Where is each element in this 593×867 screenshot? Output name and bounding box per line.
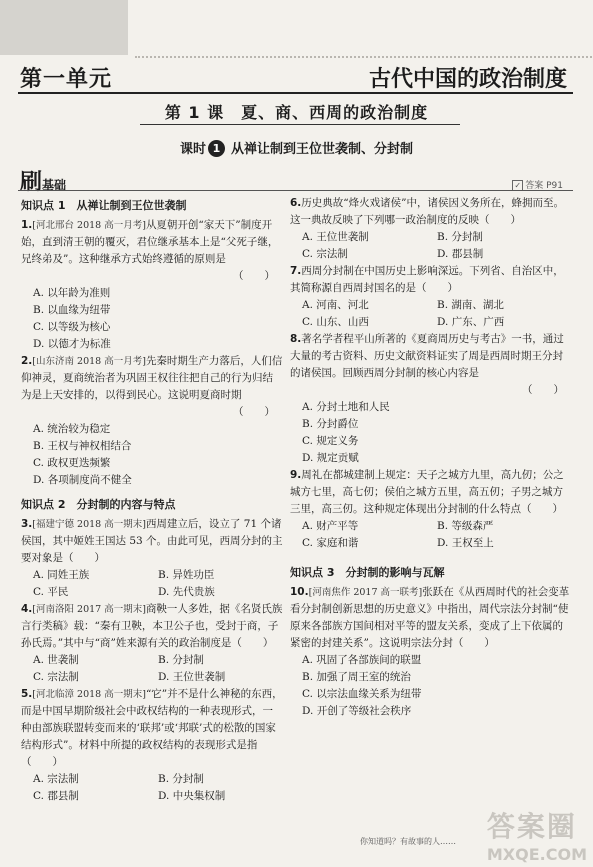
option: D. 广东、广西 [437, 316, 505, 328]
option: B. 湖南、湖北 [437, 299, 504, 311]
option: A. 以年龄为准则 [33, 287, 111, 299]
unit-title: 古代中国的政治制度 [368, 67, 567, 92]
question-9 [290, 467, 572, 552]
section-label [20, 165, 66, 196]
option: C. 平民 [33, 586, 69, 598]
question-source: [河南焦作 2017 高一联考] [308, 587, 423, 598]
lesson-title: 第 1 课 夏、商、西周的政治制度 [164, 103, 429, 122]
knowledge-point-3: 知识点 3 分封制的影响与瓦解 [290, 566, 445, 579]
option: D. 先代贵族 [158, 586, 215, 598]
question-text: 商鞅一人多姓，据《名贤氏族言行类稿》载：“秦有卫鞅，本卫公子也，受封于商，子孙氏焉。”其中与“商”姓来源有关的政治制度是 [21, 603, 283, 649]
question-number: 4. [21, 603, 33, 615]
answer-paren: （ ） [479, 214, 521, 226]
question-4 [21, 601, 283, 686]
option: B. 加强了周王室的统治 [302, 671, 411, 683]
question-number: 10. [290, 586, 309, 598]
option: D. 开创了等级社会秩序 [302, 705, 412, 717]
option-row [290, 297, 572, 314]
question-1 [21, 217, 283, 353]
question-8 [290, 331, 572, 467]
watermark-logo [487, 805, 587, 864]
option-row [21, 652, 283, 669]
question-text: 从夏朝开创“家天下”制度开始，直到清王朝的覆灭，君位继承基本上是“父死子继，兄终弟及”。这种继承方式始终遵循的原则是 [21, 219, 279, 265]
option: B. 分封制 [437, 231, 483, 243]
answer-paren: （ ） [233, 406, 275, 418]
answer-ref-text: 答案 P91 [525, 181, 563, 191]
watermark-url: MXQE.COM [486, 845, 587, 864]
question-text: 西周建立后，设立了 71 个诸侯国，其中姬姓王国达 53 个。由此可见，西周分封的主要对象是 [21, 518, 283, 564]
question-number: 6. [290, 197, 302, 209]
question-number: 8. [290, 333, 302, 345]
option: C. 郡县制 [33, 790, 79, 802]
option: A. 世袭制 [33, 654, 79, 666]
option: C. 规定义务 [302, 435, 359, 447]
question-7 [290, 263, 572, 331]
question-10 [290, 584, 572, 720]
option: A. 分封土地和人民 [302, 401, 390, 413]
section-small-label: 基础 [42, 178, 67, 192]
header-gray-block [0, 0, 128, 55]
option-row [290, 535, 572, 552]
period-number-badge: 1 [208, 140, 225, 157]
option: D. 王位世袭制 [158, 671, 226, 683]
question-source: [河北临漳 2018 高一期末] [32, 689, 146, 700]
answer-paren: （ ） [521, 503, 563, 515]
question-text: 历史典故“烽火戏诸侯”中，诸侯因义务所在，蜂拥而至。这一典故反映了下列哪一政治制度的反映 [290, 197, 565, 226]
dotted-divider [135, 56, 593, 58]
answer-paren: （ ） [452, 637, 495, 649]
question-number: 7. [290, 265, 302, 277]
question-source: [山东济南 2018 高一月考] [32, 356, 146, 367]
question-text: 著名学者程平山所著的《夏商周历史与考古》一书，通过大量的考古资料、历史文献资料证实了周是西周时期王分封的诸侯国。回顾西周分封制的核心内容是 [290, 333, 564, 379]
question-number: 1. [21, 219, 33, 231]
option: B. 等级森严 [437, 520, 494, 532]
section-big-char: 刷 [20, 170, 43, 195]
period-title-row [0, 138, 593, 157]
option: B. 分封爵位 [302, 418, 359, 430]
answer-paren: （ ） [21, 756, 63, 768]
answer-paren: （ ） [416, 282, 458, 294]
knowledge-point-2: 知识点 2 分封制的内容与特点 [21, 498, 176, 511]
question-text: “它”并不是什么神秘的东西，而是中国早期阶级社会中政权结构的一种表现形式，一种由部族联盟转变而来的‘联邦’或‘邦联’式的松散的国家结构形式”。材料中所提的政权结构的表现形式是指 [21, 688, 283, 751]
answer-paren: （ ） [231, 637, 274, 649]
option-row [21, 771, 283, 788]
question-number: 3. [21, 518, 33, 530]
option: C. 政权更迭频繁 [33, 457, 111, 469]
option: D. 以德才为标准 [33, 338, 111, 350]
option-row [21, 669, 283, 686]
option: B. 异姓功臣 [158, 569, 215, 581]
question-number: 5. [21, 688, 33, 700]
option: B. 以血缘为纽带 [33, 304, 111, 316]
option: A. 河南、河北 [302, 299, 369, 311]
answer-paren: （ ） [63, 552, 105, 564]
check-icon: ✓ [512, 180, 523, 191]
section-rule [18, 190, 573, 191]
option-row [21, 567, 283, 584]
option: C. 山东、山西 [302, 316, 369, 328]
lesson-rule [140, 124, 460, 125]
question-text: 周礼在都城建制上规定：天子之城方九里，高九仞；公之城方七里，高七仞；侯伯之城方五里，高五仞；子男之城方三里，高三仞。这种规定体现出分封制的什么特点 [290, 469, 564, 515]
option-row [290, 229, 572, 246]
question-number: 9. [290, 469, 302, 481]
option: D. 规定贡赋 [302, 452, 359, 464]
question-text: 西周分封制在中国历史上影响深远。下列省、自治区中，其简称源自西周封国名的是 [290, 265, 564, 294]
question-5 [21, 686, 283, 805]
option: B. 分封制 [158, 654, 204, 666]
question-source: [河北邢台 2018 高一月考] [32, 220, 146, 231]
option-row [21, 788, 283, 805]
unit-label: 第一单元 [20, 67, 113, 92]
option: A. 统治较为稳定 [33, 423, 111, 435]
unit-rule [18, 92, 573, 94]
period-title: 从禅让制到王位世袭制、分封制 [231, 142, 414, 157]
footer-text: 你知道吗？有故事的人…… [360, 837, 456, 846]
question-text: 张跃在《从西周时代的社会变革看分封制创新思想的历史意义》中指出，周代宗法分封制“使原来各部族方国间相对平等的盟友关系，变成了上下依属的紧密的封建关系”。这说明宗法分封 [290, 586, 570, 649]
period-prefix: 课时 [179, 142, 206, 157]
option: B. 分封制 [158, 773, 204, 785]
question-number: 2. [21, 355, 33, 367]
question-text: 先秦时期生产力落后，人们信仰神灵，夏商统治者为巩固王权往往把自己的行为归结为是上天安排的，以得到民心。这说明夏商时期 [21, 355, 283, 401]
option: C. 宗法制 [33, 671, 79, 683]
option: A. 财产平等 [302, 520, 359, 532]
answer-paren: （ ） [522, 384, 564, 396]
option-row [290, 246, 572, 263]
question-source: [河南洛阳 2017 高一期末] [32, 604, 146, 615]
option: C. 宗法制 [302, 248, 348, 260]
answer-paren: （ ） [233, 270, 275, 282]
option: B. 王权与神权相结合 [33, 440, 132, 452]
option-row [290, 518, 572, 535]
option: A. 王位世袭制 [302, 231, 369, 243]
knowledge-point-1: 知识点 1 从禅让制到王位世袭制 [21, 199, 187, 212]
right-column [290, 195, 572, 720]
option: D. 中央集权制 [158, 790, 226, 802]
option: C. 以等级为核心 [33, 321, 111, 333]
option: D. 郡县制 [437, 248, 484, 260]
option-row [290, 314, 572, 331]
question-3 [21, 516, 283, 601]
option: C. 以宗法血缘关系为纽带 [302, 688, 422, 700]
option: D. 各项制度尚不健全 [33, 474, 132, 486]
watermark-text: 答案圈 [486, 810, 577, 843]
option: A. 宗法制 [33, 773, 79, 785]
left-column [21, 195, 283, 805]
option: A. 巩固了各部族间的联盟 [302, 654, 422, 666]
question-source: [福建宁德 2018 高一期末] [32, 519, 146, 530]
question-2 [21, 353, 283, 489]
question-6 [290, 195, 572, 263]
option: A. 同姓王族 [33, 569, 90, 581]
option-row [21, 584, 283, 601]
option: C. 家庭和谐 [302, 537, 359, 549]
option: D. 王权至上 [437, 537, 494, 549]
